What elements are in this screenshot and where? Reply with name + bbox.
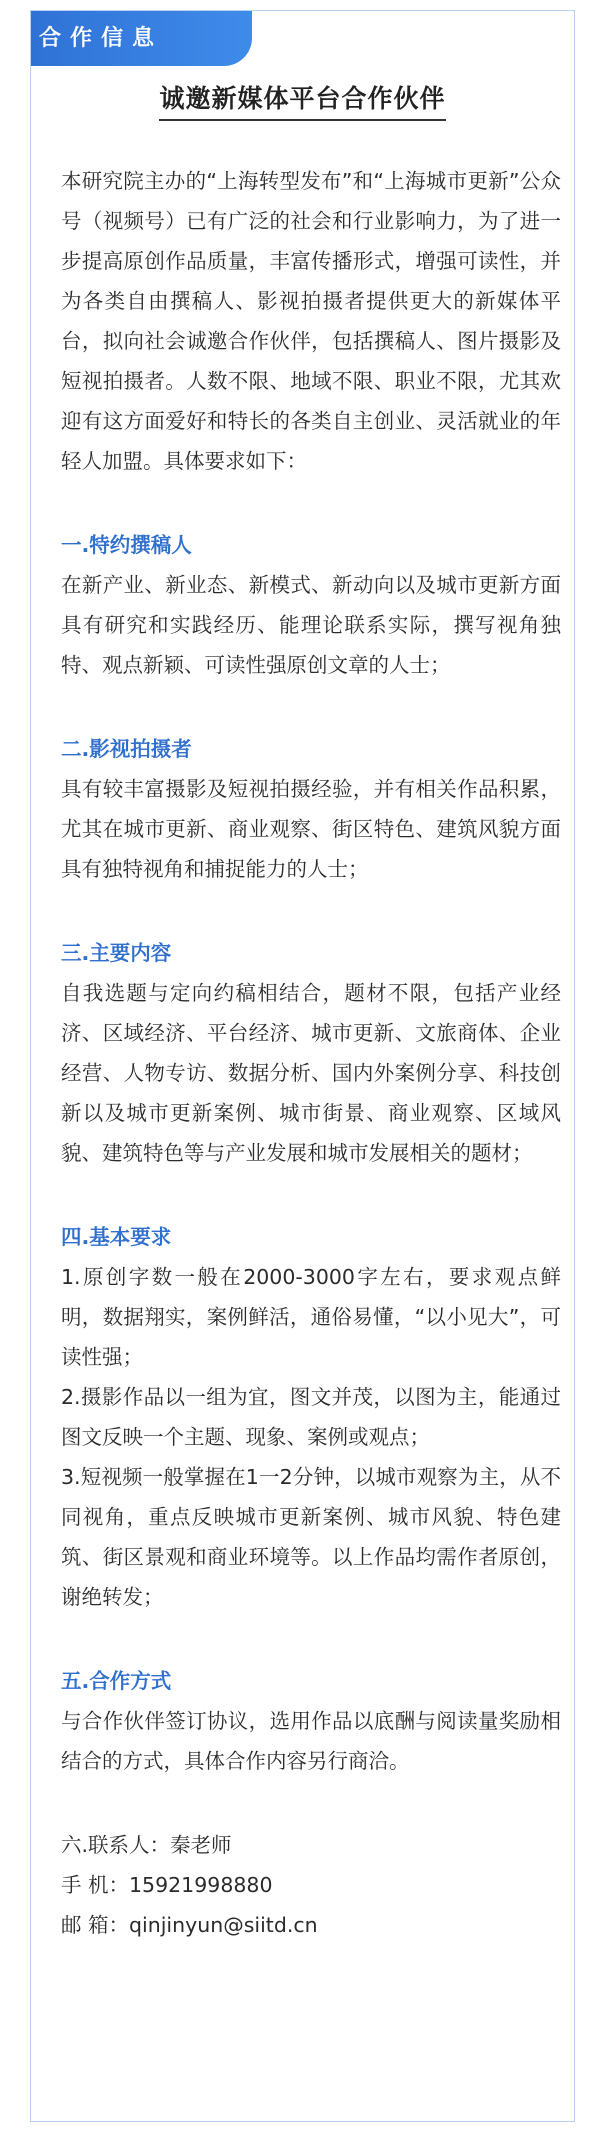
- section-heading: 二.影视拍摄者: [61, 737, 192, 761]
- page-title: 诚邀新媒体平台合作伙伴: [159, 79, 445, 121]
- section-heading: 四.基本要求: [61, 1225, 172, 1249]
- section-1: [61, 525, 561, 685]
- section-3: [61, 933, 561, 1173]
- info-card: [30, 10, 575, 2122]
- page-title-wrap: [31, 79, 574, 121]
- section-2: [61, 729, 561, 889]
- contact-phone[interactable]: 手 机：15921998880: [61, 1873, 273, 1897]
- contact-person: 六.联系人：秦老师: [61, 1833, 232, 1857]
- contact-block: [61, 1825, 561, 1945]
- section-heading: 五.合作方式: [61, 1669, 172, 1693]
- section-4: [61, 1217, 561, 1617]
- section-paragraph: 与合作伙伴签订协议，选用作品以底酬与阅读量奖励相结合的方式，具体合作内容另行商洽。: [61, 1709, 561, 1773]
- section-paragraph: 自我选题与定向约稿相结合，题材不限，包括产业经济、区域经济、平台经济、城市更新、文旅商体、企业经营、人物专访、数据分析、国内外案例分享、科技创新以及城市更新案例、城市街景、商业观察、区域风貌、建筑特色等与产业发展和城市发展相关的题材；: [61, 981, 561, 1165]
- section-heading: 一.特约撰稿人: [61, 533, 192, 557]
- section-paragraph: 具有较丰富摄影及短视拍摄经验，并有相关作品积累，尤其在城市更新、商业观察、街区特色、建筑风貌方面具有独特视角和捕捉能力的人士；: [61, 777, 561, 881]
- section-paragraph: 3.短视频一般掌握在1一2分钟，以城市观察为主，从不同视角，重点反映城市更新案例、城市风貌、特色建筑、街区景观和商业环境等。以上作品均需作者原创，谢绝转发；: [61, 1465, 561, 1609]
- section-paragraph: 2.摄影作品以一组为宜，图文并茂，以图为主，能通过图文反映一个主题、现象、案例或观点；: [61, 1385, 561, 1449]
- contact-email[interactable]: 邮 箱：qinjinyun@siitd.cn: [61, 1913, 318, 1937]
- section-5: [61, 1661, 561, 1781]
- article-body: [61, 161, 561, 1945]
- section-paragraph: 在新产业、新业态、新模式、新动向以及城市更新方面具有研究和实践经历、能理论联系实际，撰写视角独特、观点新颖、可读性强原创文章的人士；: [61, 573, 561, 677]
- intro-paragraph: 本研究院主办的“上海转型发布”和“上海城市更新”公众号（视频号）已有广泛的社会和行业影响力，为了进一步提高原创作品质量，丰富传播形式，增强可读性，并为各类自由撰稿人、影视拍摄者提供更大的新媒体平台，拟向社会诚邀合作伙伴，包括撰稿人、图片摄影及短视拍摄者。人数不限、地域不限、职业不限，尤其欢迎有这方面爱好和特长的各类自主创业、灵活就业的年轻人加盟。具体要求如下：: [61, 169, 561, 473]
- section-heading: 三.主要内容: [61, 941, 172, 965]
- section-paragraph: 1.原创字数一般在2000-3000字左右，要求观点鲜明，数据翔实，案例鲜活，通俗易懂，“以小见大”，可读性强；: [61, 1265, 561, 1369]
- section-tag: 合作信息: [31, 11, 252, 66]
